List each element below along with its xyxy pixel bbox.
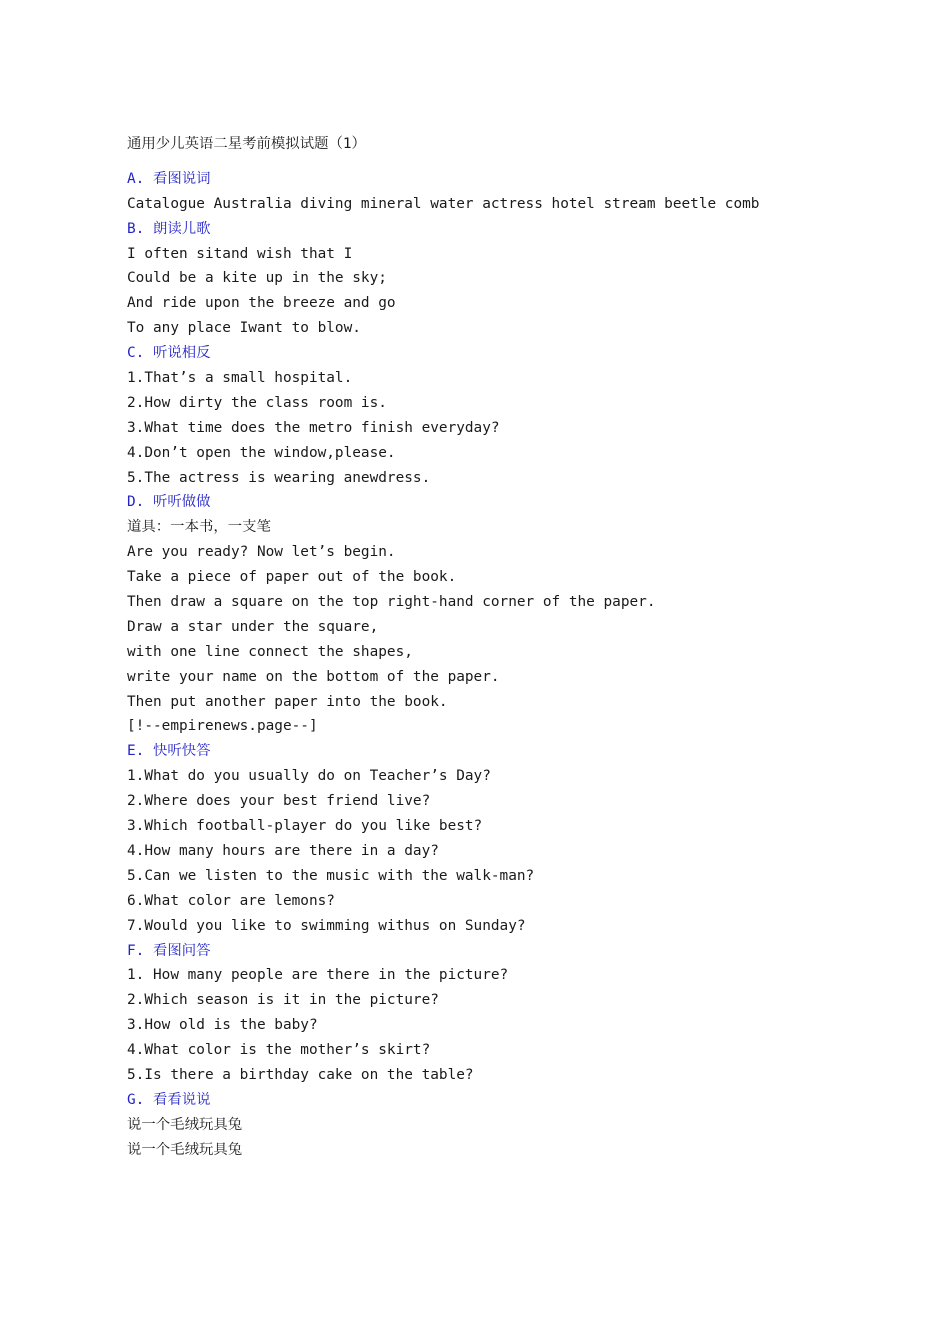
section-e	[127, 739, 907, 938]
text-line: 1. How many people are there in the picture?	[127, 967, 509, 984]
section-d	[127, 490, 907, 739]
text-line: 说一个毛绒玩具兔	[127, 1116, 243, 1133]
text-line: Then draw a square on the top right-hand corner of the paper.	[127, 594, 656, 611]
text-line: To any place Iwant to blow.	[127, 320, 361, 337]
text-line: I often sitand wish that I	[127, 245, 353, 262]
text-line: 道具：一本书，一支笔	[127, 519, 271, 536]
section-f	[127, 939, 907, 1088]
text-line: Draw a star under the square,	[127, 618, 379, 635]
section-c	[127, 341, 907, 490]
text-line: 6.What color are lemons?	[127, 892, 335, 909]
section-heading: F. 看图问答	[127, 942, 211, 959]
text-line: 4.Don’t open the window,please.	[127, 444, 396, 461]
section-heading: C. 听说相反	[127, 345, 211, 362]
text-line: 1.That’s a small hospital.	[127, 370, 353, 387]
text-line: Then put another paper into the book.	[127, 693, 448, 710]
section-a	[127, 167, 907, 217]
text-line: Could be a kite up in the sky;	[127, 270, 387, 287]
section-heading: B. 朗读儿歌	[127, 220, 211, 237]
document-page	[127, 132, 907, 1163]
text-line: 4.What color is the mother’s skirt?	[127, 1042, 431, 1059]
section-heading: A. 看图说词	[127, 170, 211, 187]
page-marker: [!--empirenews.page--]	[127, 718, 318, 735]
text-line: 1.What do you usually do on Teacher’s Day?	[127, 768, 491, 785]
text-line: Take a piece of paper out of the book.	[127, 569, 457, 586]
text-line: with one line connect the shapes,	[127, 643, 413, 660]
text-line: Are you ready? Now let’s begin.	[127, 544, 396, 561]
text-line: 2.Which season is it in the picture?	[127, 992, 439, 1009]
document-title: 通用少儿英语二星考前模拟试题（1）	[127, 136, 366, 152]
text-line: 2.How dirty the class room is.	[127, 394, 387, 411]
text-line: 3.What time does the metro finish everyday?	[127, 419, 500, 436]
text-line: 2.Where does your best friend live?	[127, 793, 431, 810]
text-line: 3.Which football-player do you like best?	[127, 818, 483, 835]
text-line: 7.Would you like to swimming withus on Sunday?	[127, 917, 526, 934]
text-line: 说一个毛绒玩具兔	[127, 1141, 243, 1158]
section-heading: E. 快听快答	[127, 743, 211, 760]
section-heading: G. 看看说说	[127, 1091, 211, 1108]
text-line: Catalogue Australia diving mineral water actress hotel stream beetle comb	[127, 195, 760, 212]
text-line: 3.How old is the baby?	[127, 1017, 318, 1034]
text-line: 4.How many hours are there in a day?	[127, 842, 439, 859]
section-b	[127, 217, 907, 341]
text-line: And ride upon the breeze and go	[127, 295, 396, 312]
text-line: 5.Is there a birthday cake on the table?	[127, 1066, 474, 1083]
text-line: 5.The actress is wearing anewdress.	[127, 469, 431, 486]
text-line: 5.Can we listen to the music with the walk-man?	[127, 867, 535, 884]
section-g	[127, 1088, 907, 1163]
text-line: write your name on the bottom of the paper.	[127, 668, 500, 685]
section-heading: D. 听听做做	[127, 494, 211, 511]
